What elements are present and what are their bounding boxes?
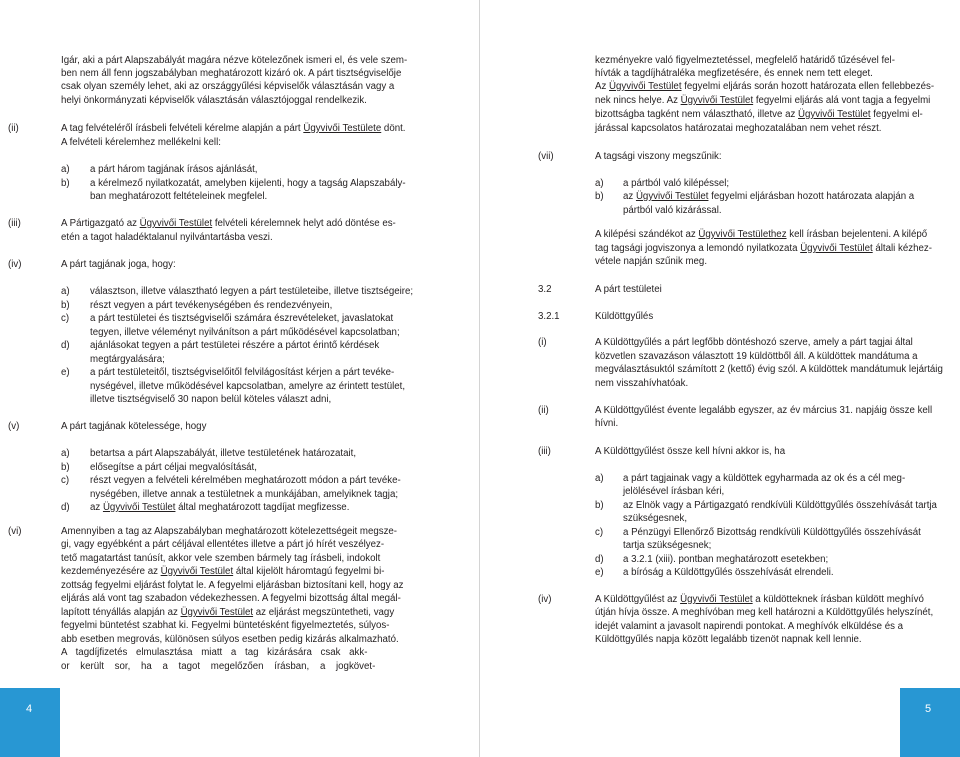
list-item: a pártból való kilépéssel; <box>623 178 730 189</box>
section-number-ii: (ii) <box>8 123 19 134</box>
right-page <box>480 0 960 757</box>
k-iv-1-post: a küldötteknek írásban küldött meghívó <box>752 594 924 605</box>
vii-p1-post: kell írásban bejelenteni. A kilépő <box>786 229 928 240</box>
k-iv-line <box>595 593 955 606</box>
ugyvivoi-testulet-link: Ügyvivői Testület <box>609 81 682 92</box>
top-line <box>595 94 955 107</box>
top-line: kezményekre való figyelmeztetéssel, megfelelő határidő tűzésével fel- <box>595 55 895 66</box>
vi-line <box>61 606 421 619</box>
ugyvivoi-testulet-link: Ügyvivői Testület <box>800 243 873 254</box>
iii-line-2: etén a tagot haladéktalanul nyilvántartásba veszi. <box>61 232 273 243</box>
ugyvivoi-testulet-link: Ügyvivői Testület <box>180 607 254 618</box>
list-label: d) <box>595 554 604 565</box>
top-line <box>595 108 955 121</box>
list-label: a) <box>595 473 604 484</box>
footer-bar-left <box>0 688 60 757</box>
top3-post: fegyelmi eljárás során hozott határozata ellen fellebbezés- <box>681 81 935 92</box>
list-label: b) <box>61 178 70 189</box>
top-line <box>595 80 955 93</box>
section-number-vi: (vi) <box>8 526 22 537</box>
ii-line-2: A felvételi kérelemhez mellékelni kell: <box>61 137 221 148</box>
section-number-3-2: 3.2 <box>538 284 552 295</box>
vi-line: eljárás alá vont tag szabadon védekezhessen. A fegyelmi bizottság által megál- <box>61 593 401 604</box>
vi-4-pre: kezdeményezésére az <box>61 566 161 577</box>
vi-line: A tagdíjfizetés elmulasztása miatt a tag kizárására csak akk- <box>61 647 368 658</box>
k-iv-line: Küldöttgyűlés napja között legalább tizenöt napnak kell lennie. <box>595 634 862 645</box>
list-label: a) <box>61 164 70 175</box>
list-item: az Elnök vagy a Pártigazgató rendkívüli Küldöttgyűlés összehívását tartja <box>623 500 937 511</box>
k-iv-line: útján hívja össze. A meghívóban meg kell határozni a Küldöttgyűlés helyszínét, <box>595 607 934 618</box>
vi-7-pre: lapított tényállás alapján az <box>61 607 181 618</box>
ii-line-1-post: dönt. <box>381 123 406 134</box>
list-item: illetve tisztségviselő 30 napon belül köteles választ adni, <box>90 394 332 405</box>
list-label: b) <box>61 300 70 311</box>
list-item: tegyen, illetve véleményt nyilvánítson a párt működésével kapcsolatban; <box>90 327 400 338</box>
list-item <box>623 190 955 203</box>
section-number-iv: (iv) <box>538 594 552 605</box>
vi-4-post: által kijelölt háromtagú fegyelmi bi- <box>233 566 385 577</box>
list-item: szükségesnek, <box>623 513 688 524</box>
ii-line-1-pre: A tag felvételéről írásbeli felvételi kérelme alapján a párt <box>61 123 304 134</box>
ugyvivoi-testulet-link: Ügyvivői Testülete <box>303 123 382 134</box>
top3-pre: Az <box>595 81 609 92</box>
section-title-3-2: A párt testületei <box>595 284 662 295</box>
list-item: a párt tagjainak vagy a küldöttek egyharmada az ok és a cél meg- <box>623 473 906 484</box>
vi-line: abb esetben megrovás, különösen súlyos esetben pedig kizárás alkalmazható. <box>61 634 399 645</box>
list-item: a Pénzügyi Ellenőrző Bizottság rendkívüli Küldöttgyűlés összehívását <box>623 527 921 538</box>
top-line: hívták a tagdíjhátraléka megfizetésére, és ennek nem tett eleget. <box>595 68 873 79</box>
page-number-right: 5 <box>925 703 932 715</box>
page-number-left: 4 <box>26 703 33 715</box>
k-i-line: A Küldöttgyűlés a párt legfőbb döntéshozó szerve, amely a párt tagjai által <box>595 337 913 348</box>
vii-para <box>595 228 955 241</box>
list-item: betartsa a párt Alapszabályát, illetve testületének határozatait, <box>90 448 357 459</box>
vi-line <box>61 565 421 578</box>
vi-line: Amennyiben a tag az Alapszabályban meghatározott kötelezettségeit megsze- <box>61 526 398 537</box>
ugyvivoi-testulet-link: Ügyvivői Testület <box>102 502 176 513</box>
vi-line: gi, vagy egyébként a párt céljával ellentétes illetve a párt jó hírét veszélyez- <box>61 539 385 550</box>
list-item: tartja szükségesnek; <box>623 540 712 551</box>
list-item: jelölésével írásban kéri, <box>623 486 725 497</box>
list-label: a) <box>61 448 70 459</box>
section-number-iii: (iii) <box>8 218 21 229</box>
top4-post: fegyelmi eljárás alá vont tagja a fegyelmi <box>753 95 931 106</box>
section-number-vii: (vii) <box>538 151 554 162</box>
list-item: nységével, illetve működésével kapcsolatban, amelyre az érintett testület, <box>90 381 406 392</box>
top4-pre: nek nincs helye. Az <box>595 95 681 106</box>
ii-line-1 <box>61 122 421 135</box>
list-label: a) <box>595 178 604 189</box>
list-label: c) <box>61 475 70 486</box>
list-item: a párt testületeitől, tisztségviselőitől felvilágosítást kérjen a párt tevéke- <box>90 367 395 378</box>
vii-p1-pre: A kilépési szándékot az <box>595 229 699 240</box>
v-d-pre: az <box>90 502 103 513</box>
k-ii-line: hívni. <box>595 418 619 429</box>
ugyvivoi-testulet-link: Ügyvivői Testülethez <box>698 229 787 240</box>
k-iv-line: idejét valamint a javasolt napirendi pontokat. A meghívók elküldése és a <box>595 621 904 632</box>
intro-line-1: Igár, aki a párt Alapszabályát magára nézve kötelezőnek ismeri el, és vele szem- <box>61 55 408 66</box>
vii-para <box>595 242 955 255</box>
list-label: e) <box>595 567 604 578</box>
ugyvivoi-testulet-link: Ügyvivői Testület <box>160 566 234 577</box>
section-title-3-2-1: Küldöttgyűlés <box>595 311 654 322</box>
ugyvivoi-testulet-link: Ügyvivői Testület <box>635 191 709 202</box>
list-item: ban meghatározott feltételeinek megfelel. <box>90 191 268 202</box>
top5-post: fegyelmi el- <box>870 109 923 120</box>
vii-heading: A tagsági viszony megszűnik: <box>595 151 722 162</box>
intro-line-4: helyi önkormányzati képviselők választásán választójoggal rendelkezik. <box>61 95 367 106</box>
top-line: járással kapcsolatos határozatai meghozatalában nem vehet részt. <box>595 123 882 134</box>
list-label: c) <box>595 527 604 538</box>
vi-line: fegyelmi büntetést szabhat ki. Fegyelmi büntetésként figyelmeztetés, súlyos- <box>61 620 390 631</box>
v-d-post: által meghatározott tagdíjat megfizesse. <box>175 502 350 513</box>
list-label: a) <box>61 286 70 297</box>
list-item: választson, illetve választható legyen a párt testületeibe, illetve tisztségeire; <box>90 286 414 297</box>
list-label: c) <box>61 313 70 324</box>
list-label: b) <box>595 500 604 511</box>
section-number-iv: (iv) <box>8 259 22 270</box>
k-i-line: közvetlen szavazáson választott 19 küldöttből áll. A küldöttek mandátuma a <box>595 351 918 362</box>
k-i-line: nem visszahívhatóak. <box>595 378 689 389</box>
k-iii-heading: A Küldöttgyűlést össze kell hívni akkor is, ha <box>595 446 786 457</box>
ugyvivoi-testulet-link: Ügyvivői Testület <box>798 109 871 120</box>
vii-b-post: fegyelmi eljárásban hozott határozata alapján a <box>708 191 915 202</box>
list-item: a bíróság a Küldöttgyűlés összehívását elrendeli. <box>623 567 834 578</box>
list-label: d) <box>61 502 70 513</box>
iv-heading: A párt tagjának joga, hogy: <box>61 259 176 270</box>
vi-line: zottság fegyelmi eljárást folytat le. A fegyelmi eljárásban biztosítani kell, hogy az <box>61 580 404 591</box>
iii-line-1-pre: A Pártigazgató az <box>61 218 140 229</box>
list-item: részt vegyen a felvételi kérelmében meghatározott módon a párt tevéke- <box>90 475 401 486</box>
vii-p2-post: általi kézhez- <box>872 243 932 254</box>
list-item: megtárgyalására; <box>90 354 165 365</box>
list-item: a kérelmező nyilatkozatát, amelyben kijelenti, hogy a tagság Alapszabály- <box>90 178 406 189</box>
k-iv-1-pre: A Küldöttgyűlést az <box>595 594 681 605</box>
section-number-3-2-1: 3.2.1 <box>538 311 560 322</box>
intro-line-3: csak olyan személy lehet, aki az országgyűlési képviselők választásán vagy a <box>61 81 395 92</box>
section-number-ii: (ii) <box>538 405 549 416</box>
list-item: a párt testületei és tisztségviselői számára észrevételeket, javaslatokat <box>90 313 394 324</box>
list-label: b) <box>595 191 604 202</box>
section-number-iii: (iii) <box>538 446 551 457</box>
list-item: a párt három tagjának írásos ajánlását, <box>90 164 258 175</box>
vii-para: vétele napján szűnik meg. <box>595 256 708 267</box>
iii-line-1 <box>61 217 421 230</box>
list-item: részt vegyen a párt tevékenységében és rendezvényein, <box>90 300 333 311</box>
k-ii-line: A Küldöttgyűlést évente legalább egyszer, az év március 31. napjáig össze kell <box>595 405 933 416</box>
ugyvivoi-testulet-link: Ügyvivői Testület <box>680 594 753 605</box>
vii-b-pre: az <box>623 191 636 202</box>
list-item: a 3.2.1 (xiii). pontban meghatározott esetekben; <box>623 554 829 565</box>
list-label: d) <box>61 340 70 351</box>
ugyvivoi-testulet-link: Ügyvivői Testület <box>139 218 213 229</box>
v-heading: A párt tagjának kötelessége, hogy <box>61 421 207 432</box>
list-item: elősegítse a párt céljai megvalósítását, <box>90 462 257 473</box>
footer-bar-right <box>900 688 960 757</box>
list-item: pártból való kizárással. <box>623 205 722 216</box>
top5-pre: bizottságba tagként nem választható, illetve az <box>595 109 799 120</box>
list-label: e) <box>61 367 70 378</box>
list-item <box>90 501 422 514</box>
vi-line: tető magatartást tanúsít, akkor vele szemben bármely tag írásbeli, indokolt <box>61 553 381 564</box>
iii-line-1-post: felvételi kérelemnek helyt adó döntése es- <box>212 218 396 229</box>
list-item: ajánlásokat tegyen a párt testületei részére a pártot érintő kérdések <box>90 340 380 351</box>
section-number-i: (i) <box>538 337 547 348</box>
intro-line-2: ben nem áll fenn jogszabályban meghatározott kizáró ok. A párt tisztségviselője <box>61 68 402 79</box>
k-i-line: megválasztásuktól számított 2 (kettő) évig szól. A küldöttek mandátumuk lejártáig <box>595 364 943 375</box>
list-item: nységében, illetve annak a testületnek a munkájában, amelyiknek tagja; <box>90 489 399 500</box>
vii-p2-pre: tag tagsági jogviszonya a lemondó nyilatkozata <box>595 243 801 254</box>
vi-line: or került sor, ha a tagot megelőzően írásban, a jogkövet- <box>61 661 376 672</box>
list-label: b) <box>61 462 70 473</box>
ugyvivoi-testulet-link: Ügyvivői Testület <box>680 95 754 106</box>
section-number-v: (v) <box>8 421 20 432</box>
vi-7-post: az eljárást megszüntetheti, vagy <box>253 607 395 618</box>
